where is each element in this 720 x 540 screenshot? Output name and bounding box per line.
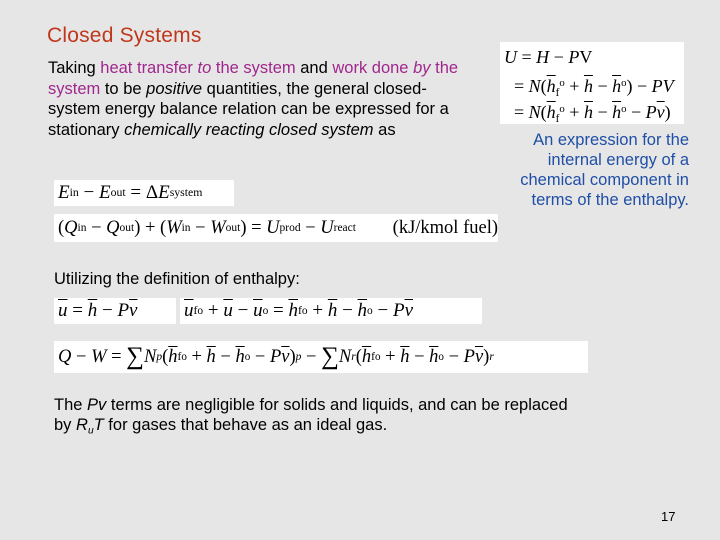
note-text: for gases that behave as an ideal gas. — [103, 416, 388, 434]
closed-system-equation: ( Q in − Q out ) + ( W in − W out ) = U prod − U react (kJ/kmol fuel) — [54, 214, 498, 242]
energy-balance-equation: E in − E out = Δ E system — [54, 180, 234, 206]
internal-energy-line-3: = $N(\overline{h}_f^o + \overline{h} - \overline{h}^o - P\overline{v})$ — [514, 101, 671, 125]
intro-text: Taking — [48, 59, 101, 77]
slide-title: Closed Systems — [47, 24, 202, 47]
intro-highlight-work: work done — [332, 59, 409, 77]
note-italic-pv: Pv — [87, 396, 107, 414]
final-energy-equation: Q − W = ∑ N p ( $\overline{h}$ f o + $\overline{h}$ − $\overline{h}$ o − P $\overline{v}$ ) p − ∑ N r ( $\overline{h}$ f o + $\overline{h}$ − $\overline{h}$ o − P $\overline{v}$ ) r — [54, 341, 588, 373]
intro-highlight-by: by — [413, 59, 431, 77]
page-number: 17 — [661, 509, 676, 524]
note-text: terms are negligible for solids and liquids, and can be replaced by — [54, 396, 568, 434]
internal-energy-equation — [500, 42, 684, 124]
internal-energy-caption: An expression for the internal energy of a chemical component in terms of the enthalpy. — [520, 131, 689, 209]
pv-note-paragraph — [54, 395, 574, 442]
enthalpy-label: Utilizing the definition of enthalpy: — [54, 270, 300, 288]
internal-energy-line-2: = $N(\overline{h}_f^o + \overline{h} - \overline{h}^o)$ − PV — [514, 75, 674, 99]
intro-text: as — [373, 120, 396, 139]
intro-italic-positive: positive — [146, 79, 203, 98]
internal-energy-line-1: U = H − PV — [504, 47, 593, 67]
u-full-equation: $\overline{u}$ f o + $\overline{u}$ − $\overline{u}$ o = $\overline{h}$ f o + $\overline{h}$ − $\overline{h}$ o − P $\overline{v}$ — [180, 298, 482, 324]
intro-text: quantities, the general closed-system energy balance relation can be expressed for a stationary — [48, 79, 449, 139]
note-italic-r: R — [76, 416, 88, 434]
intro-highlight-system: the system — [48, 59, 459, 98]
u-definition-equation: $\overline{u}$ = $\overline{h}$ − P $\overline{v}$ — [54, 298, 176, 324]
intro-text: to be — [100, 79, 147, 98]
intro-text: and — [295, 59, 333, 77]
note-text: The — [54, 396, 88, 414]
intro-highlight-heat: heat transfer — [100, 59, 198, 77]
intro-italic-system: chemically reacting closed system — [124, 120, 374, 139]
intro-paragraph — [48, 58, 468, 140]
intro-highlight-to: to — [197, 59, 212, 77]
intro-highlight-system: the system — [211, 59, 296, 77]
note-italic-t: T — [93, 416, 104, 434]
note-subscript-u: u — [87, 425, 94, 437]
